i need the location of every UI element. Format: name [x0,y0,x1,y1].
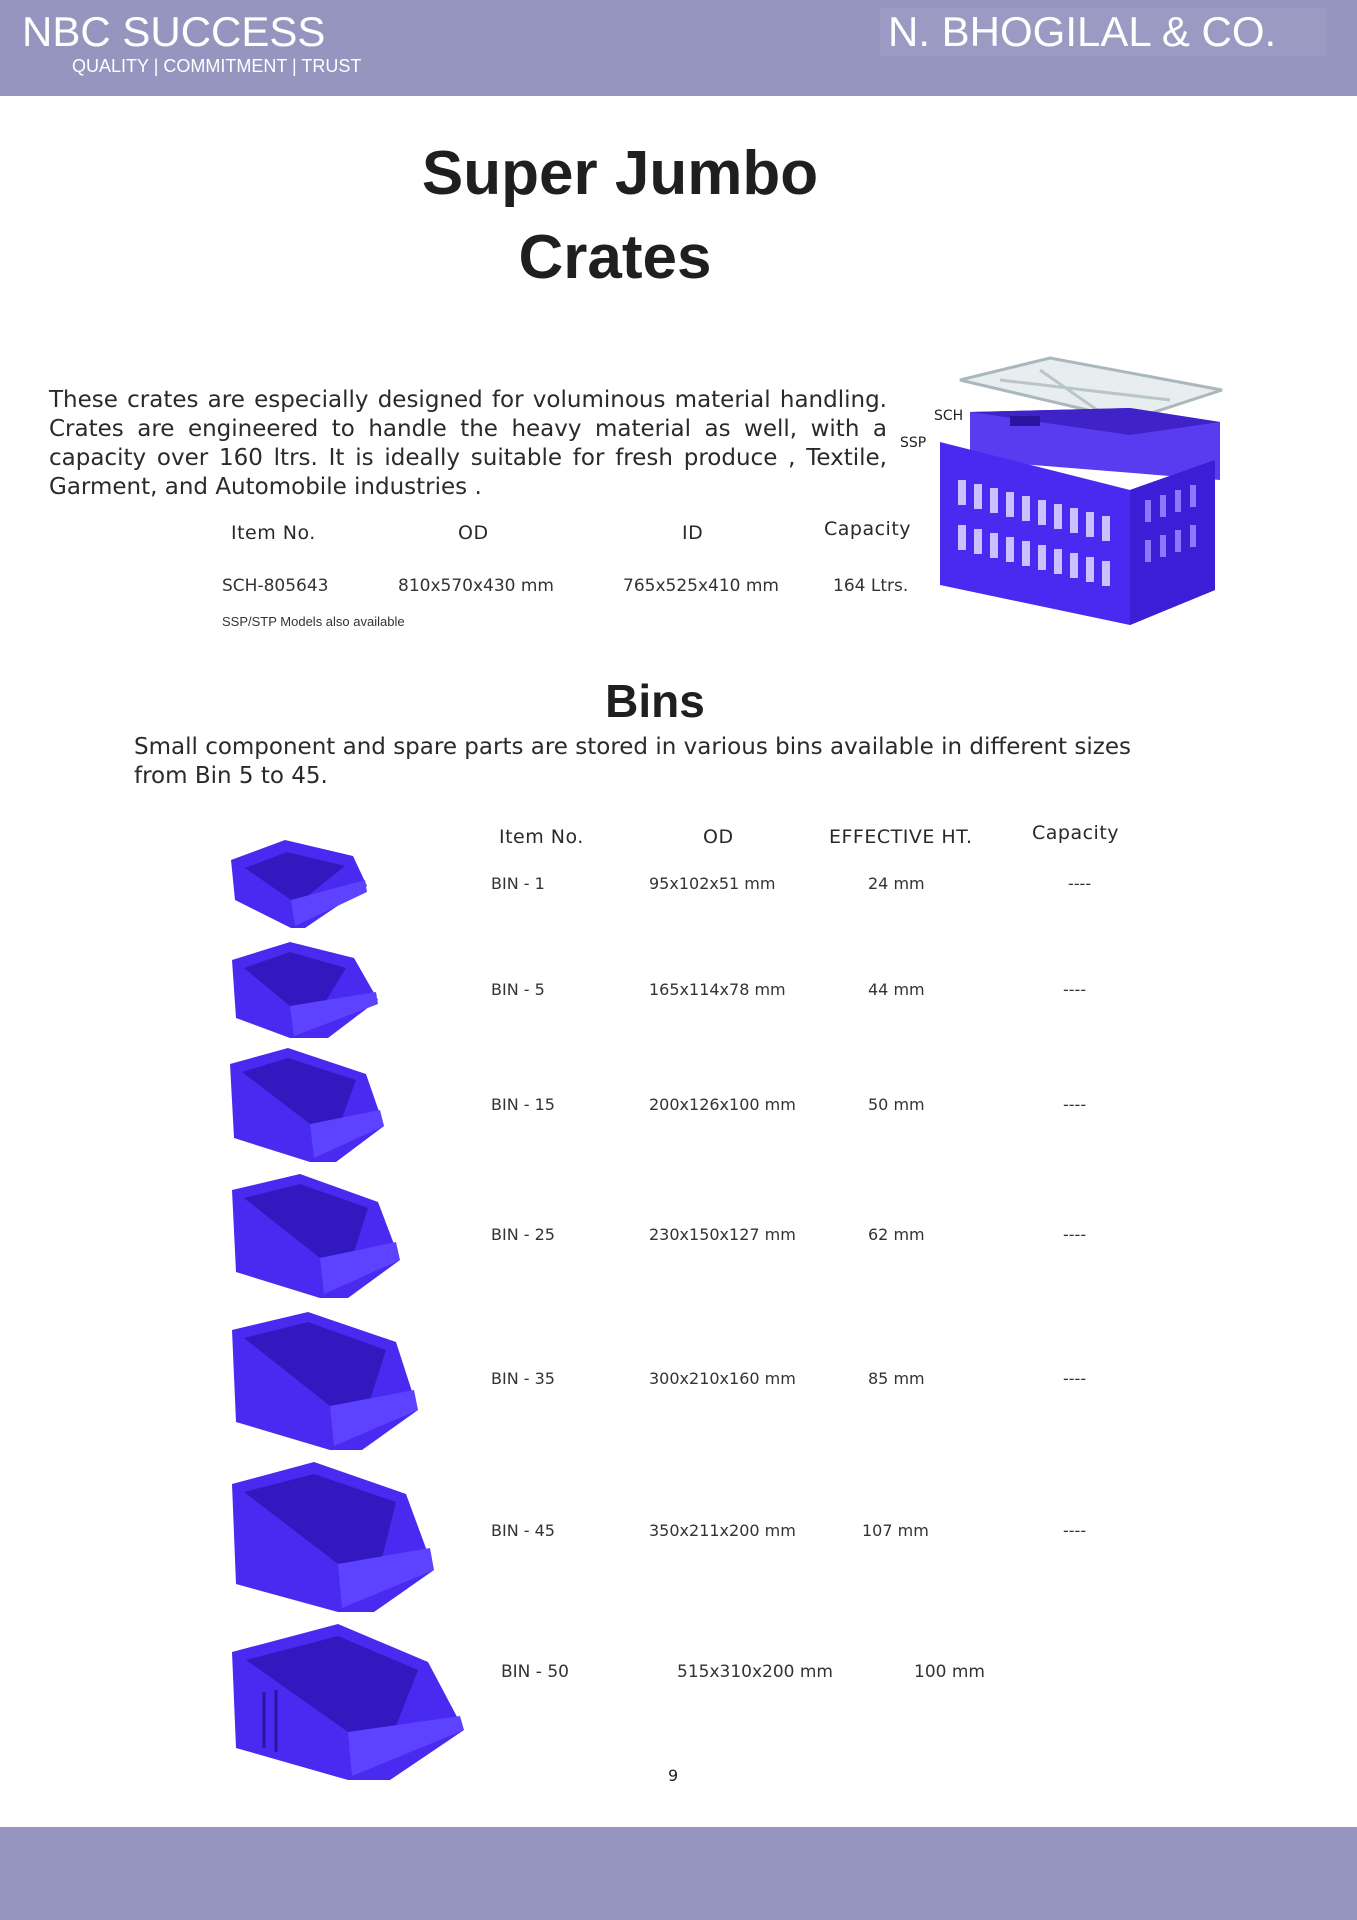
bin-row-3-ht: 50 mm [868,1095,925,1114]
crates-col-capacity: Capacity [824,518,912,540]
bin-row-7-item: BIN - 50 [501,1662,569,1682]
bin-25-image [228,1172,403,1300]
bin-row-7-od: 515x310x200 mm [677,1662,833,1682]
bin-1-image [225,838,370,930]
bin-15-image [226,1046,388,1164]
bin-row-6-item: BIN - 45 [491,1521,555,1540]
bin-row-1-item: BIN - 1 [491,874,545,893]
brand-left: NBC SUCCESS [22,8,326,55]
crates-cell-id: 765x525x410 mm [623,576,779,596]
bin-row-4-ht: 62 mm [868,1225,925,1244]
crate-label-sch: SCH [934,408,964,424]
crates-title-line2: Crates [518,223,712,292]
bins-col-effective-ht: EFFECTIVE HT. [829,826,973,848]
bin-row-4-item: BIN - 25 [491,1225,555,1244]
crate-image [930,350,1230,630]
bin-row-3-od: 200x126x100 mm [649,1095,796,1114]
bin-row-5-od: 300x210x160 mm [649,1369,796,1388]
bin-row-7-ht: 100 mm [914,1662,985,1682]
bin-row-4-capacity: ---- [1063,1225,1087,1244]
bin-row-6-capacity: ---- [1063,1521,1087,1540]
footer-bar [0,1827,1357,1920]
bins-col-capacity: Capacity [1032,822,1120,844]
bin-row-2-capacity: ---- [1063,980,1087,999]
bin-row-1-capacity: ---- [1068,874,1092,893]
bin-50-image [228,1622,468,1782]
crates-cell-capacity: 164 Ltrs. [833,576,909,596]
crates-note: SSP/STP Models also available [222,614,405,629]
bin-45-image [228,1460,438,1614]
bin-5-image [228,940,383,1040]
bins-col-item: Item No. [499,826,584,848]
crates-cell-od: 810x570x430 mm [398,576,554,596]
bin-row-5-capacity: ---- [1063,1369,1087,1388]
crates-col-item: Item No. [231,522,316,544]
bin-35-image [228,1310,423,1452]
bin-row-5-ht: 85 mm [868,1369,925,1388]
bin-row-6-od: 350x211x200 mm [649,1521,796,1540]
brand-right: N. BHOGILAL & CO. [880,8,1326,56]
crates-col-od: OD [458,522,489,544]
bin-row-1-ht: 24 mm [868,874,925,893]
bin-row-4-od: 230x150x127 mm [649,1225,796,1244]
page-number: 9 [668,1766,679,1785]
crates-col-id: ID [682,522,704,544]
bin-row-2-item: BIN - 5 [491,980,545,999]
bin-row-2-ht: 44 mm [868,980,925,999]
bin-row-6-ht: 107 mm [862,1521,929,1540]
bin-row-1-od: 95x102x51 mm [649,874,776,893]
bins-title: Bins [605,675,705,727]
crates-title-line1: Super Jumbo [421,139,819,208]
crate-label-ssp: SSP [900,435,927,451]
bin-row-2-od: 165x114x78 mm [649,980,786,999]
bins-description: Small component and spare parts are stored in various bins available in different sizes from Bin 5 to 45. [134,734,1131,789]
bin-row-3-item: BIN - 15 [491,1095,555,1114]
crates-cell-item: SCH-805643 [222,576,329,596]
crates-description: These crates are especially designed for voluminous material handling. Crates are engineered to handle the heavy material as well, with a capacity over 160 ltrs. It is ideally suitable for fresh produce , Textile, Garment, and Automobile industries . [49,387,887,500]
bins-col-od: OD [703,826,734,848]
bin-row-3-capacity: ---- [1063,1095,1087,1114]
brand-tagline: QUALITY | COMMITMENT | TRUST [72,56,362,76]
bin-row-5-item: BIN - 35 [491,1369,555,1388]
